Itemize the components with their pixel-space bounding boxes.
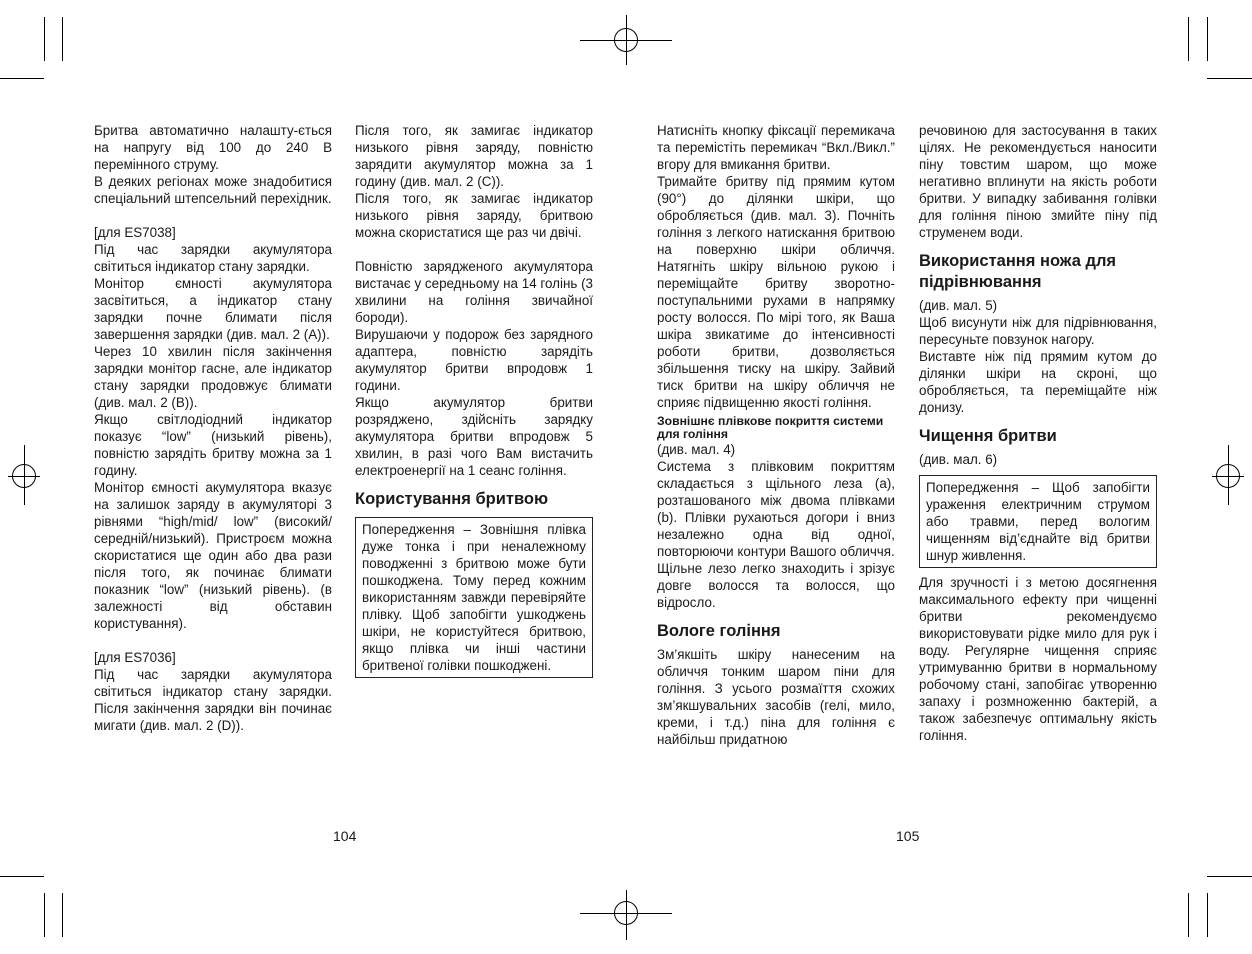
column-4: [919, 122, 1157, 744]
section-heading: Чищення бритви: [919, 427, 1057, 445]
paragraph: речовиною для застосування в таких цілях. Не рекомендується наносити піну товстим шаром, що може негативно вплинути на якість роботи бритви. У випадку забивання голівки для гоління піною змийте піну під струменем води.: [919, 123, 1157, 240]
warning-box: Попередження – Зовнішня плівка дуже тонка і при неналежному поводженні з бритвою може бути пошкоджена. Тому перед кожним використанням завжди перевіряйте плівку. Щоб запобігти ушкоджень шкіри, не користуйтеся бритвою, якщо плівка чи інші частини бритвеної голівки пошкоджені.: [355, 517, 593, 678]
paragraph: Щоб висунути ніж для підрівнювання, пересуньте повзунок нагору.: [919, 315, 1157, 347]
paragraph: Після того, як замигає індикатор низького рівня заряду, бритвою можна скористатися ще раз чи двічі.: [355, 191, 593, 240]
paragraph: Монітор ємності акумулятора вказує на залишок заряду в акумуляторі 3 рівнями “high/mid/ low” (високий/середній/низький). Пристроєм можна скористатися ще один або два рази після того, як починає блимати показник “low” (низький рівень). (в залежності від обставин користування).: [94, 480, 332, 631]
paragraph: Повністю зарядженого акумулятора вистачає у середньому на 14 голінь (3 хвилини на гоління звичайної бороди).: [355, 259, 593, 325]
paragraph: Натисніть кнопку фіксації перемикача та перемістіть перемикач “Вкл./Викл.” вгору для вмикання бритви.: [657, 123, 895, 172]
column-3: [657, 122, 895, 748]
section-heading: Вологе гоління: [657, 622, 781, 640]
paragraph: Зм’якшіть шкіру нанесеним на обличчя тонким шаром піни для гоління. З усього розмаїття схожих зм’якшувальних засобів (гелі, мило, креми, і т.д.) піна для гоління є найбільш придатною: [657, 647, 895, 747]
paragraph: Після того, як замигає індикатор низького рівня заряду, повністю зарядити акумулятор можна за 1 годину (див. мал. 2 (C)).: [355, 123, 593, 189]
paragraph: Якщо світлодіодний індикатор показує “low” (низький рівень), повністю зарядіть бритву можна за 1 годину.: [94, 412, 332, 478]
page-number-left: 104: [333, 828, 357, 844]
section-heading: Користування бритвою: [355, 490, 549, 508]
paragraph: Через 10 хвилин після закінчення зарядки монітор гасне, але індикатор стану зарядки продовжує блимати (див. мал. 2 (B)).: [94, 344, 332, 410]
paragraph: Для зручності і з метою досягнення максимального ефекту при чищенні бритви рекомендуємо використовувати рідке мило для рук і воду. Регулярне чищення сприяє утримуванню бритви в нормальному робочому стані, запобігає утворенню запаху і розмноженню бактерій, а також забезпечує оптимальну якість гоління.: [919, 575, 1157, 743]
paragraph: Під час зарядки акумулятора світиться індикатор стану зарядки.: [94, 242, 332, 274]
column-2: [355, 122, 593, 684]
warning-box: Попередження – Щоб запобігти ураження електричним струмом або травми, перед вологим чищенням від’єднайте від бритви шнур живлення.: [919, 475, 1157, 568]
paragraph: Вирушаючи у подорож без зарядного адаптера, повністю зарядіть акумулятор бритви впродовж 1 години.: [355, 327, 593, 393]
column-1: [94, 122, 332, 734]
paragraph: Виставте ніж під прямим кутом до ділянки шкіри на скроні, що обробляється, та переміщайте ніж донизу.: [919, 349, 1157, 415]
paragraph: Під час зарядки акумулятора світиться індикатор стану зарядки. Після закінчення зарядки він починає мигати (див. мал. 2 (D)).: [94, 667, 332, 733]
paragraph: Тримайте бритву під прямим кутом (90°) до ділянки шкіри, що обробляється (див. мал. 3). Почніть гоління з легкого натискання бритвою на поверхню шкіри обличчя. Натягніть шкіру вільною рукою і переміщайте бритву зворотно-поступальними рухами в напрямку росту волосся. По мірі того, як Ваша шкіра звикатиме до інтенсивності роботи бритви, дозволяється збільшення тиску на шкіру. Зайвий тиск бритви на шкіру обличчя не сприяє підвищенню якості гоління.: [657, 174, 895, 410]
page-number-right: 105: [896, 828, 920, 844]
paragraph: Якщо акумулятор бритви розряджено, здійсніть зарядку акумулятора бритви впродовж 5 хвилин, в разі чого Вам вистачить електроенергії на 1 сеанс гоління.: [355, 395, 593, 478]
model-label: [для ES7036]: [94, 650, 176, 665]
paragraph: Щільне лезо легко знаходить і зрізує довге волосся та волосся, що відросло.: [657, 561, 895, 610]
subsection-heading: Зовнішнє плівкове покриття системи для гоління: [657, 414, 884, 441]
paragraph: Бритва автоматично налашту-ється на напругу від 100 до 240 В перемінного струму.: [94, 123, 332, 172]
figure-reference: (див. мал. 5): [919, 298, 998, 313]
paragraph: Система з плівковим покриттям складається з щільного леза (a), розташованого між двома плівками (b). Плівки рухаються догори і вниз незалежно одна від одної, повторюючи контури Вашого обличчя.: [657, 459, 895, 559]
paragraph: В деяких регіонах може знадобитися спеціальний штепсельний перехідник.: [94, 174, 332, 206]
figure-reference: (див. мал. 4): [657, 442, 736, 457]
model-label: [для ES7038]: [94, 225, 176, 240]
section-heading: Використання ножа для підрівнювання: [919, 252, 1117, 291]
paragraph: Монітор ємності акумулятора засвітиться, а індикатор стану зарядки почне блимати після завершення зарядки (див. мал. 2 (A)).: [94, 276, 332, 342]
figure-reference: (див. мал. 6): [919, 452, 998, 467]
